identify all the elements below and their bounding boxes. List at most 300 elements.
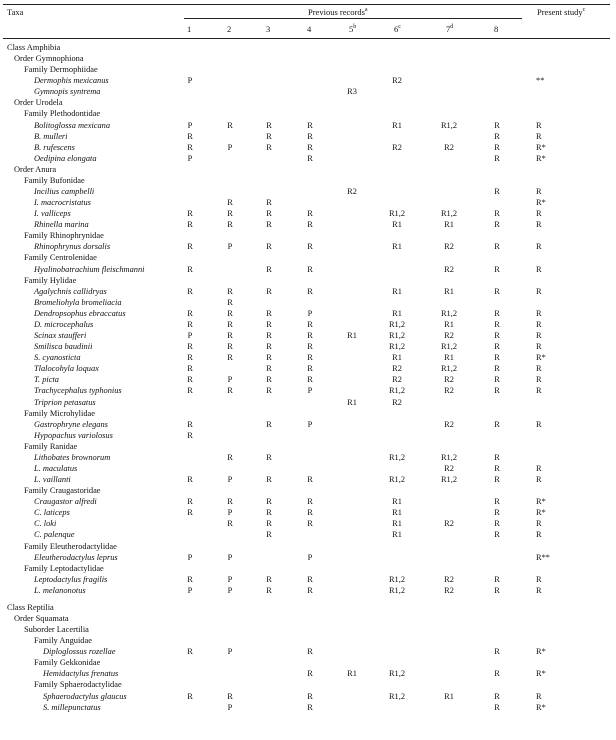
taxa-table-body bbox=[0, 42, 616, 713]
record-cell-col1: R bbox=[187, 364, 193, 374]
record-cell-col2: P bbox=[227, 552, 233, 562]
record-cell-col6: R2 bbox=[392, 142, 402, 152]
present-study-cell: R* bbox=[536, 647, 546, 657]
record-cell-col4: R bbox=[307, 497, 313, 507]
group-row bbox=[0, 541, 616, 552]
record-cell-col4: R bbox=[307, 331, 313, 341]
species-row bbox=[0, 75, 616, 86]
record-cell-col7: R1 bbox=[444, 220, 454, 230]
group-row bbox=[0, 485, 616, 496]
taxon-name: S. millepunctatus bbox=[43, 702, 101, 712]
group-row bbox=[0, 563, 616, 574]
record-cell-col7: R1,2 bbox=[440, 342, 458, 352]
taxon-name: Smilisca baudinii bbox=[34, 342, 93, 352]
record-cell-col3: R bbox=[266, 131, 272, 141]
record-cell-col8: R bbox=[494, 353, 500, 363]
species-row bbox=[0, 552, 616, 563]
record-cell-col5: R2 bbox=[347, 187, 357, 197]
header-taxa bbox=[7, 7, 23, 18]
record-cell-col3: R bbox=[266, 475, 272, 485]
record-cell-col4: R bbox=[307, 669, 313, 679]
header-previous-records bbox=[308, 7, 368, 18]
taxon-name: I. valliceps bbox=[34, 209, 71, 219]
record-cell-col6: R1,2 bbox=[388, 319, 406, 329]
record-cell-col8: R bbox=[494, 669, 500, 679]
group-row bbox=[0, 657, 616, 668]
record-cell-col8: R bbox=[494, 508, 500, 518]
record-cell-col7: R2 bbox=[444, 519, 454, 529]
taxon-name: D. microcephalus bbox=[34, 319, 94, 329]
group-row bbox=[0, 408, 616, 419]
taxon-name: Hypopachus variolosus bbox=[34, 430, 113, 440]
group-label: Order Anura bbox=[14, 164, 57, 174]
record-cell-col4: R bbox=[307, 120, 313, 130]
group-row bbox=[0, 230, 616, 241]
record-cell-col8: R bbox=[494, 131, 500, 141]
taxon-name: Sphaerodactylus glaucus bbox=[43, 691, 127, 701]
group-label: Family Rhinophrynidae bbox=[24, 231, 104, 241]
present-study-cell: R* bbox=[536, 497, 546, 507]
group-row bbox=[0, 679, 616, 690]
group-row bbox=[0, 441, 616, 452]
column-header-8 bbox=[494, 24, 498, 35]
record-cell-col3: R bbox=[266, 120, 272, 130]
taxon-name: B. rufescens bbox=[34, 142, 75, 152]
present-study-cell: R bbox=[536, 264, 542, 274]
record-cell-col4: P bbox=[307, 386, 313, 396]
record-cell-col4: P bbox=[307, 552, 313, 562]
record-cell-col5: R3 bbox=[347, 87, 357, 97]
record-cell-col3: R bbox=[266, 375, 272, 385]
record-cell-col6: R1,2 bbox=[388, 331, 406, 341]
record-cell-col8: R bbox=[494, 375, 500, 385]
record-cell-col6: R1 bbox=[392, 508, 402, 518]
present-study-cell: R bbox=[536, 209, 542, 219]
record-cell-col4: R bbox=[307, 475, 313, 485]
taxon-name: Eleutherodactylus leprus bbox=[34, 552, 118, 562]
record-cell-col6: R1,2 bbox=[388, 585, 406, 595]
taxon-name: Leptodactylus fragilis bbox=[34, 574, 108, 584]
record-cell-col7: R1,2 bbox=[440, 120, 458, 130]
record-cell-col8: R bbox=[494, 187, 500, 197]
taxon-name: Diploglossus rozellae bbox=[43, 647, 116, 657]
taxon-name: Bromeliohyla bromeliacia bbox=[34, 297, 122, 307]
record-cell-col4: P bbox=[307, 308, 313, 318]
record-cell-col2: R bbox=[227, 342, 233, 352]
record-cell-col2: R bbox=[227, 386, 233, 396]
group-row bbox=[0, 164, 616, 175]
record-cell-col1: R bbox=[187, 264, 193, 274]
record-cell-col1: P bbox=[187, 331, 193, 341]
record-cell-col1: R bbox=[187, 508, 193, 518]
record-cell-col3: R bbox=[266, 331, 272, 341]
group-label: Family Dermophiidae bbox=[24, 65, 98, 75]
record-cell-col8: R bbox=[494, 647, 500, 657]
species-row bbox=[0, 153, 616, 164]
record-cell-col8: R bbox=[494, 286, 500, 296]
record-cell-col6: R1 bbox=[392, 497, 402, 507]
record-cell-col8: R bbox=[494, 702, 500, 712]
record-cell-col3: R bbox=[266, 508, 272, 518]
species-row bbox=[0, 474, 616, 485]
species-row bbox=[0, 452, 616, 463]
present-study-cell: R* bbox=[536, 142, 546, 152]
present-study-cell: R bbox=[536, 120, 542, 130]
group-row bbox=[0, 97, 616, 108]
record-cell-col1: P bbox=[187, 585, 193, 595]
record-cell-col2: R bbox=[227, 497, 233, 507]
record-cell-col1: P bbox=[187, 120, 193, 130]
column-header-label: 6 bbox=[394, 24, 399, 34]
species-row bbox=[0, 668, 616, 679]
present-study-cell: R bbox=[536, 319, 542, 329]
record-cell-col6: R1 bbox=[392, 242, 402, 252]
record-cell-col2: P bbox=[227, 702, 233, 712]
column-header-note: c bbox=[398, 24, 401, 31]
column-header-label: 5 bbox=[349, 24, 354, 34]
record-cell-col8: R bbox=[494, 153, 500, 163]
species-row bbox=[0, 374, 616, 385]
taxon-name: L. vaillanti bbox=[34, 475, 71, 485]
record-cell-col4: R bbox=[307, 574, 313, 584]
record-cell-col2: R bbox=[227, 319, 233, 329]
record-cell-col7: R1,2 bbox=[440, 452, 458, 462]
record-cell-col3: R bbox=[266, 142, 272, 152]
present-study-cell: R** bbox=[536, 552, 550, 562]
record-cell-col7: R2 bbox=[444, 242, 454, 252]
record-cell-col8: R bbox=[494, 220, 500, 230]
column-header-label: 7 bbox=[446, 24, 451, 34]
present-study-cell: R bbox=[536, 463, 542, 473]
group-label: Family Hylidae bbox=[24, 275, 77, 285]
species-row bbox=[0, 208, 616, 219]
column-header-note: b bbox=[353, 24, 357, 31]
group-label: Family Eleutherodactylidae bbox=[24, 541, 117, 551]
record-cell-col1: R bbox=[187, 691, 193, 701]
group-row bbox=[0, 624, 616, 635]
record-cell-col3: R bbox=[266, 519, 272, 529]
column-header-note: d bbox=[450, 24, 454, 31]
species-row bbox=[0, 529, 616, 540]
record-cell-col8: R bbox=[494, 364, 500, 374]
record-cell-col2: R bbox=[227, 120, 233, 130]
present-study-cell: R bbox=[536, 308, 542, 318]
taxon-name: Rhinophrynus dorsalis bbox=[34, 242, 111, 252]
present-study-cell: R* bbox=[536, 669, 546, 679]
record-cell-col2: P bbox=[227, 585, 233, 595]
header-previous-records-label: Previous records bbox=[308, 7, 365, 17]
record-cell-col1: R bbox=[187, 209, 193, 219]
record-cell-col1: P bbox=[187, 76, 193, 86]
species-row bbox=[0, 363, 616, 374]
group-label: Family Anguidae bbox=[34, 636, 92, 646]
taxon-name: T. picta bbox=[34, 375, 59, 385]
record-cell-col8: R bbox=[494, 574, 500, 584]
species-row bbox=[0, 308, 616, 319]
record-cell-col2: R bbox=[227, 198, 233, 208]
record-cell-col7: R1 bbox=[444, 353, 454, 363]
record-cell-col4: R bbox=[307, 220, 313, 230]
present-study-cell: R bbox=[536, 364, 542, 374]
record-cell-col3: R bbox=[266, 585, 272, 595]
record-cell-col3: R bbox=[266, 286, 272, 296]
present-study-cell: R* bbox=[536, 198, 546, 208]
record-cell-col5: R1 bbox=[347, 397, 357, 407]
record-cell-col2: P bbox=[227, 647, 233, 657]
record-cell-col6: R1,2 bbox=[388, 475, 406, 485]
column-header-6 bbox=[394, 24, 401, 35]
record-cell-col4: R bbox=[307, 353, 313, 363]
record-cell-col6: R1,2 bbox=[388, 386, 406, 396]
record-cell-col6: R1 bbox=[392, 308, 402, 318]
taxon-name: L. maculatus bbox=[34, 463, 78, 473]
record-cell-col4: R bbox=[307, 142, 313, 152]
top-rule bbox=[3, 4, 610, 5]
species-row bbox=[0, 507, 616, 518]
species-row bbox=[0, 219, 616, 230]
record-cell-col7: R1 bbox=[444, 286, 454, 296]
record-cell-col1: R bbox=[187, 308, 193, 318]
column-header-3 bbox=[266, 24, 270, 35]
header-taxa-label: Taxa bbox=[7, 7, 24, 17]
record-cell-col7: R2 bbox=[444, 264, 454, 274]
record-cell-col7: R2 bbox=[444, 574, 454, 584]
column-header-label: 8 bbox=[494, 24, 499, 34]
present-study-cell: R bbox=[536, 419, 542, 429]
record-cell-col3: R bbox=[266, 220, 272, 230]
record-cell-col2: P bbox=[227, 574, 233, 584]
record-cell-col4: R bbox=[307, 702, 313, 712]
header-present-study-label: Present study bbox=[537, 7, 583, 17]
present-study-cell: R bbox=[536, 519, 542, 529]
present-study-cell: R* bbox=[536, 353, 546, 363]
taxon-name: Dermophis mexicanus bbox=[34, 76, 109, 86]
record-cell-col8: R bbox=[494, 463, 500, 473]
record-cell-col4: P bbox=[307, 419, 313, 429]
present-study-cell: R bbox=[536, 242, 542, 252]
record-cell-col7: R2 bbox=[444, 463, 454, 473]
record-cell-col8: R bbox=[494, 475, 500, 485]
group-row bbox=[0, 252, 616, 263]
taxon-name: C. loki bbox=[34, 519, 57, 529]
record-cell-col1: R bbox=[187, 475, 193, 485]
record-cell-col3: R bbox=[266, 574, 272, 584]
group-label: Family Ranidae bbox=[24, 441, 78, 451]
group-label: Class Reptilia bbox=[7, 602, 54, 612]
present-study-cell: R bbox=[536, 342, 542, 352]
species-row bbox=[0, 646, 616, 657]
record-cell-col7: R1,2 bbox=[440, 209, 458, 219]
taxon-name: Bolitoglossa mexicana bbox=[34, 120, 111, 130]
record-cell-col2: R bbox=[227, 308, 233, 318]
record-cell-col1: R bbox=[187, 242, 193, 252]
record-cell-col2: R bbox=[227, 691, 233, 701]
present-study-cell: R bbox=[536, 131, 542, 141]
taxon-name: I. macrocristatus bbox=[34, 198, 91, 208]
species-row bbox=[0, 691, 616, 702]
species-row bbox=[0, 197, 616, 208]
species-row bbox=[0, 186, 616, 197]
species-row bbox=[0, 385, 616, 396]
group-label: Suborder Lacertilia bbox=[24, 625, 89, 635]
column-header-label: 4 bbox=[307, 24, 312, 34]
column-header-7 bbox=[446, 24, 453, 35]
present-study-cell: R bbox=[536, 574, 542, 584]
record-cell-col6: R2 bbox=[392, 364, 402, 374]
record-cell-col4: R bbox=[307, 242, 313, 252]
record-cell-col4: R bbox=[307, 209, 313, 219]
record-cell-col6: R2 bbox=[392, 76, 402, 86]
record-cell-col5: R1 bbox=[347, 331, 357, 341]
present-study-cell: R bbox=[536, 386, 542, 396]
record-cell-col3: R bbox=[266, 198, 272, 208]
record-cell-col3: R bbox=[266, 530, 272, 540]
record-cell-col4: R bbox=[307, 375, 313, 385]
record-cell-col7: R2 bbox=[444, 419, 454, 429]
header-present-study bbox=[537, 7, 585, 18]
species-row bbox=[0, 297, 616, 308]
taxon-name: Tlalocohyla loquax bbox=[34, 364, 99, 374]
record-cell-col8: R bbox=[494, 497, 500, 507]
record-cell-col1: P bbox=[187, 552, 193, 562]
record-cell-col1: R bbox=[187, 497, 193, 507]
record-cell-col8: R bbox=[494, 209, 500, 219]
taxon-name: L. melanonotus bbox=[34, 585, 86, 595]
record-cell-col3: R bbox=[266, 364, 272, 374]
record-cell-col2: R bbox=[227, 519, 233, 529]
record-cell-col6: R2 bbox=[392, 397, 402, 407]
species-row bbox=[0, 330, 616, 341]
group-row bbox=[0, 602, 616, 613]
record-cell-col3: R bbox=[266, 353, 272, 363]
record-cell-col1: R bbox=[187, 220, 193, 230]
taxon-name: Oedipina elongata bbox=[34, 153, 97, 163]
record-cell-col7: R1,2 bbox=[440, 364, 458, 374]
taxon-name: C. palenque bbox=[34, 530, 75, 540]
record-cell-col8: R bbox=[494, 519, 500, 529]
species-row bbox=[0, 352, 616, 363]
present-study-cell: R bbox=[536, 375, 542, 385]
present-study-cell: R bbox=[536, 286, 542, 296]
header-previous-records-note: a bbox=[364, 7, 368, 14]
record-cell-col2: R bbox=[227, 331, 233, 341]
column-header-label: 1 bbox=[187, 24, 192, 34]
record-cell-col4: R bbox=[307, 519, 313, 529]
record-cell-col8: R bbox=[494, 331, 500, 341]
record-cell-col4: R bbox=[307, 691, 313, 701]
record-cell-col2: P bbox=[227, 508, 233, 518]
record-cell-col1: R bbox=[187, 386, 193, 396]
species-row bbox=[0, 142, 616, 153]
species-row bbox=[0, 585, 616, 596]
taxon-name: Scinax staufferi bbox=[34, 331, 87, 341]
taxon-name: Incilius campbelli bbox=[34, 187, 95, 197]
record-cell-col8: R bbox=[494, 342, 500, 352]
record-cell-col3: R bbox=[266, 497, 272, 507]
record-cell-col2: P bbox=[227, 242, 233, 252]
record-cell-col8: R bbox=[494, 419, 500, 429]
record-cell-col6: R1,2 bbox=[388, 669, 406, 679]
record-cell-col7: R2 bbox=[444, 386, 454, 396]
species-row bbox=[0, 702, 616, 713]
group-row bbox=[0, 275, 616, 286]
record-cell-col2: R bbox=[227, 209, 233, 219]
record-cell-col4: R bbox=[307, 364, 313, 374]
record-cell-col4: R bbox=[307, 342, 313, 352]
species-row bbox=[0, 397, 616, 408]
header-present-study-note: c bbox=[582, 7, 586, 14]
taxon-name: Craugastor alfredi bbox=[34, 497, 97, 507]
record-cell-col8: R bbox=[494, 120, 500, 130]
record-cell-col2: P bbox=[227, 375, 233, 385]
record-cell-col3: R bbox=[266, 308, 272, 318]
record-cell-col1: R bbox=[187, 574, 193, 584]
record-cell-col1: R bbox=[187, 342, 193, 352]
present-study-cell: R bbox=[536, 331, 542, 341]
species-row bbox=[0, 341, 616, 352]
species-row bbox=[0, 496, 616, 507]
species-row bbox=[0, 264, 616, 275]
group-label: Family Bufonidae bbox=[24, 175, 85, 185]
group-label: Family Microhylidae bbox=[24, 408, 95, 418]
taxon-name: Hyalinobatrachium fleischmanni bbox=[34, 264, 145, 274]
record-cell-col5: R1 bbox=[347, 669, 357, 679]
group-row bbox=[0, 635, 616, 646]
species-row bbox=[0, 574, 616, 585]
record-cell-col8: R bbox=[494, 530, 500, 540]
column-header-2 bbox=[227, 24, 231, 35]
record-cell-col2: P bbox=[227, 475, 233, 485]
record-cell-col1: R bbox=[187, 430, 193, 440]
taxon-name: Trachycephalus typhonius bbox=[34, 386, 122, 396]
record-cell-col1: P bbox=[187, 153, 193, 163]
taxon-name: Dendropsophus ebraccatus bbox=[34, 308, 126, 318]
record-cell-col2: P bbox=[227, 142, 233, 152]
taxon-name: S. cyanosticta bbox=[34, 353, 81, 363]
species-row bbox=[0, 120, 616, 131]
present-study-cell: R* bbox=[536, 702, 546, 712]
group-row bbox=[0, 613, 616, 624]
column-header-label: 2 bbox=[227, 24, 232, 34]
record-cell-col6: R1 bbox=[392, 120, 402, 130]
group-row bbox=[0, 108, 616, 119]
record-cell-col1: R bbox=[187, 353, 193, 363]
species-row bbox=[0, 319, 616, 330]
previous-records-rule bbox=[184, 18, 522, 19]
record-cell-col6: R1,2 bbox=[388, 209, 406, 219]
taxon-name: C. laticeps bbox=[34, 508, 70, 518]
record-cell-col4: R bbox=[307, 131, 313, 141]
group-row bbox=[0, 53, 616, 64]
taxon-name: B. mulleri bbox=[34, 131, 68, 141]
record-cell-col1: R bbox=[187, 142, 193, 152]
record-cell-col6: R1 bbox=[392, 519, 402, 529]
record-cell-col8: R bbox=[494, 142, 500, 152]
record-cell-col1: R bbox=[187, 419, 193, 429]
group-label: Order Urodela bbox=[14, 98, 63, 108]
record-cell-col8: R bbox=[494, 308, 500, 318]
taxon-name: Lithobates brownorum bbox=[34, 452, 111, 462]
record-cell-col4: R bbox=[307, 319, 313, 329]
taxon-name: Hemidactylus frenatus bbox=[43, 669, 119, 679]
species-row bbox=[0, 463, 616, 474]
record-cell-col2: R bbox=[227, 297, 233, 307]
record-cell-col8: R bbox=[494, 452, 500, 462]
record-cell-col2: R bbox=[227, 452, 233, 462]
taxon-name: Gymnopis syntrema bbox=[34, 87, 101, 97]
group-label: Family Sphaerodactylidae bbox=[34, 680, 122, 690]
species-row bbox=[0, 241, 616, 252]
